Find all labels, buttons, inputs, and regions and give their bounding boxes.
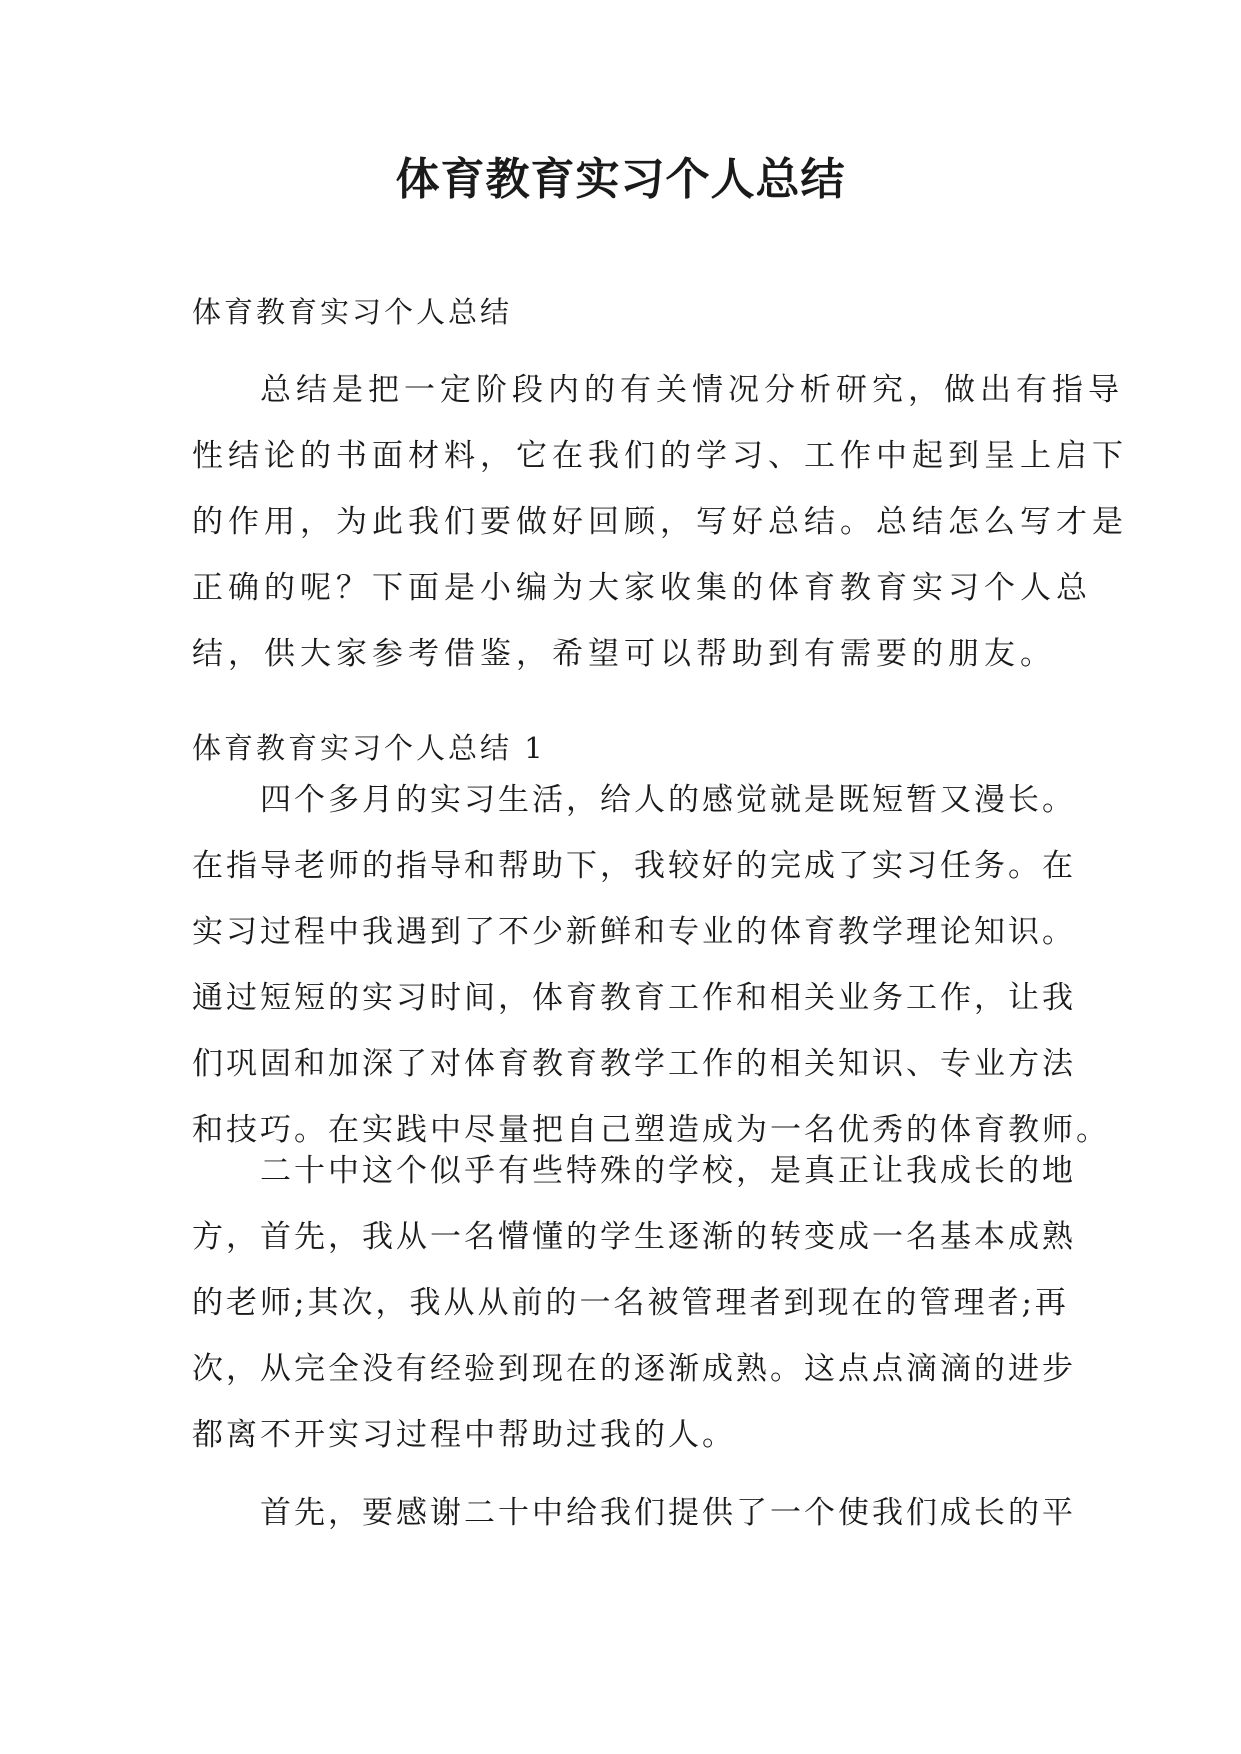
section1-line: 实习过程中我遇到了不少新鲜和专业的体育教学理论知识。 [192,914,1076,950]
section1-paragraph-3 [192,1480,1092,1546]
section-heading-1: 体育教育实习个人总结 1 [192,731,546,765]
document-title: 体育教育实习个人总结 [395,154,846,205]
section1-paragraph-2 [192,1138,1092,1468]
intro-paragraph [192,357,1128,687]
section1-paragraph [192,767,1110,1163]
intro-line: 的作用，为此我们要做好回顾，写好总结。总结怎么写才是 [192,504,1128,540]
section1-line: 四个多月的实习生活，给人的感觉就是既短暂又漫长。 [260,782,1076,818]
section1-line: 在指导老师的指导和帮助下，我较好的完成了实习任务。在 [192,848,1076,884]
section1-line: 方，首先，我从一名懵懂的学生逐渐的转变成一名基本成熟 [192,1219,1076,1255]
section1-line: 都离不开实习过程中帮助过我的人。 [192,1417,736,1453]
section1-line: 和技巧。在实践中尽量把自己塑造成为一名优秀的体育教师。 [192,1112,1110,1148]
section1-line: 通过短短的实习时间，体育教育工作和相关业务工作，让我 [192,980,1076,1016]
intro-line: 正确的呢？下面是小编为大家收集的体育教育实习个人总 [192,570,1092,606]
document-subtitle: 体育教育实习个人总结 [192,295,513,329]
intro-line: 性结论的书面材料，它在我们的学习、工作中起到呈上启下 [192,438,1128,474]
intro-line: 结，供大家参考借鉴，希望可以帮助到有需要的朋友。 [192,636,1056,672]
section1-line: 首先，要感谢二十中给我们提供了一个使我们成长的平 [260,1495,1076,1531]
intro-line: 总结是把一定阶段内的有关情况分析研究，做出有指导 [260,372,1124,408]
section1-line: 二十中这个似乎有些特殊的学校，是真正让我成长的地 [260,1153,1076,1189]
section1-line: 的老师;其次，我从从前的一名被管理者到现在的管理者;再 [192,1285,1069,1321]
section1-line: 次，从完全没有经验到现在的逐渐成熟。这点点滴滴的进步 [192,1351,1076,1387]
section1-line: 们巩固和加深了对体育教育教学工作的相关知识、专业方法 [192,1046,1076,1082]
